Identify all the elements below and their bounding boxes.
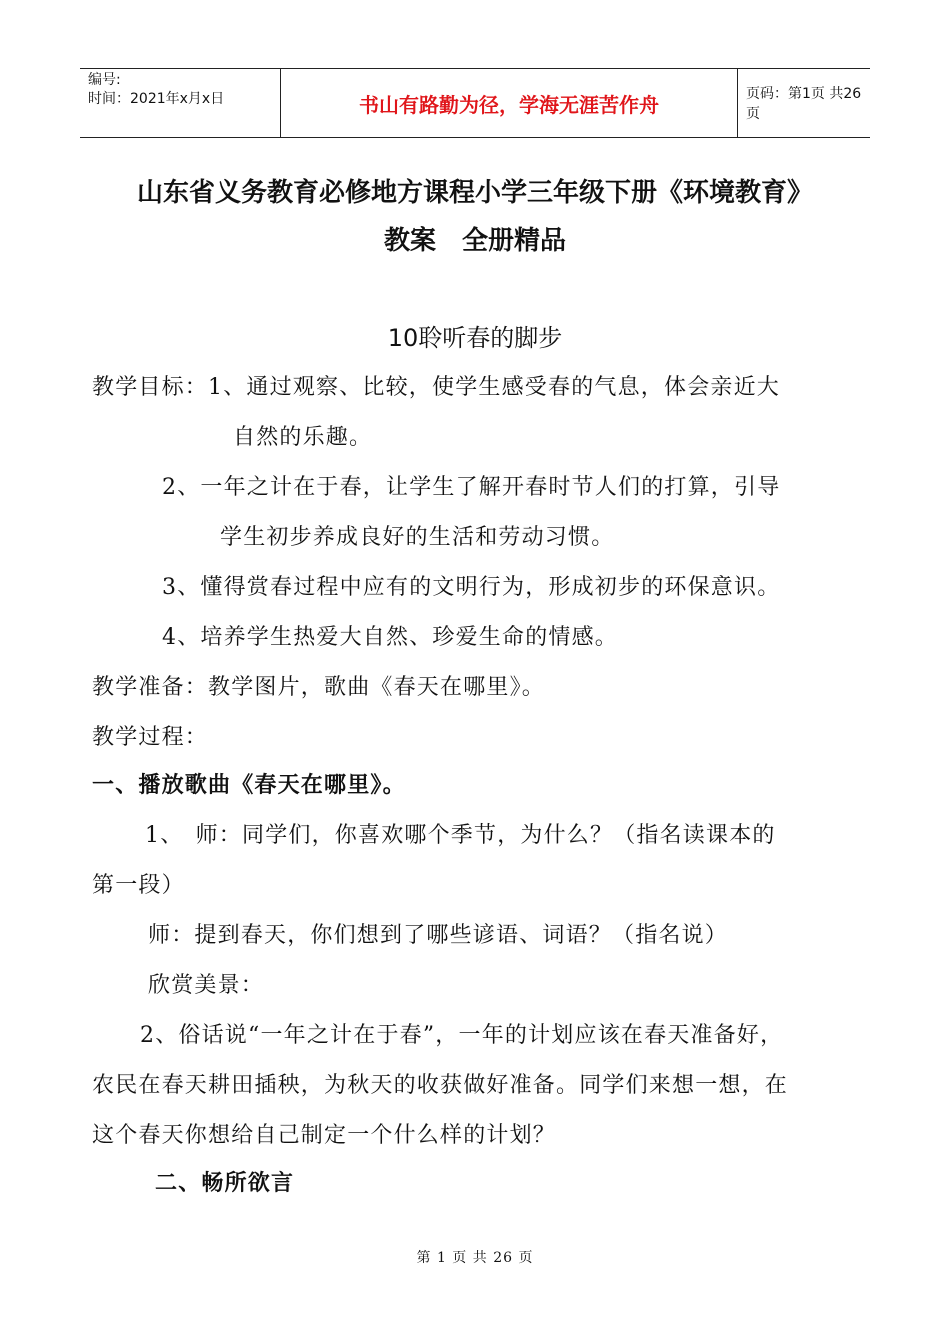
paragraph-1-line-a: 1、 师：同学们，你喜欢哪个季节，为什么？（指名读课本的	[145, 823, 776, 848]
page-info-cell	[736, 69, 870, 137]
goal-2-line-a: 2、一年之计在于春，让学生了解开春时节人们的打算，引导	[162, 475, 781, 500]
paragraph-2: 师：提到春天，你们想到了哪些谚语、词语？（指名说）	[148, 923, 729, 948]
section-1-heading: 一、播放歌曲《春天在哪里》。	[92, 772, 406, 798]
header-table	[80, 68, 870, 138]
header-meta-cell	[80, 69, 280, 137]
document-title-line-1: 山东省义务教育必修地方课程小学三年级下册《环境教育》	[136, 178, 813, 208]
teaching-prep: 教学准备：教学图片，歌曲《春天在哪里》。	[92, 675, 546, 700]
paragraph-4-line-a: 2、俗话说“一年之计在于春”，一年的计划应该在春天准备好，	[140, 1023, 784, 1048]
page-info-text: 页码：第1页 共26页	[746, 86, 862, 122]
teaching-process-label: 教学过程：	[92, 725, 209, 750]
goal-1-line-b: 自然的乐趣。	[233, 425, 373, 450]
paragraph-3: 欣赏美景：	[148, 973, 265, 998]
motto-cell	[280, 69, 738, 137]
number-label: 编号:	[88, 72, 121, 88]
paragraph-1-line-b: 第一段）	[92, 873, 185, 898]
goal-2-line-b: 学生初步养成良好的生活和劳动习惯。	[220, 525, 615, 550]
page-footer: 第 1 页 共 26 页	[416, 1250, 534, 1266]
document-title-line-2: 教案 全册精品	[383, 226, 566, 256]
date-label: 时间：2021年x月x日	[88, 91, 225, 107]
goal-3: 3、懂得赏春过程中应有的文明行为，形成初步的环保意识。	[162, 575, 781, 600]
motto-text: 书山有路勤为径，学海无涯苦作舟	[359, 92, 659, 117]
goal-4: 4、培养学生热爱大自然、珍爱生命的情感。	[162, 625, 618, 650]
lesson-title: 10聆听春的脚步	[387, 324, 563, 352]
paragraph-4-line-b: 农民在春天耕田插秧，为秋天的收获做好准备。同学们来想一想，在	[92, 1073, 789, 1098]
paragraph-4-line-c: 这个春天你想给自己制定一个什么样的计划？	[92, 1123, 557, 1148]
section-2-heading: 二、畅所欲言	[155, 1170, 295, 1196]
goal-1-line-a: 教学目标：1、通过观察、比较，使学生感受春的气息，体会亲近大	[92, 375, 780, 400]
